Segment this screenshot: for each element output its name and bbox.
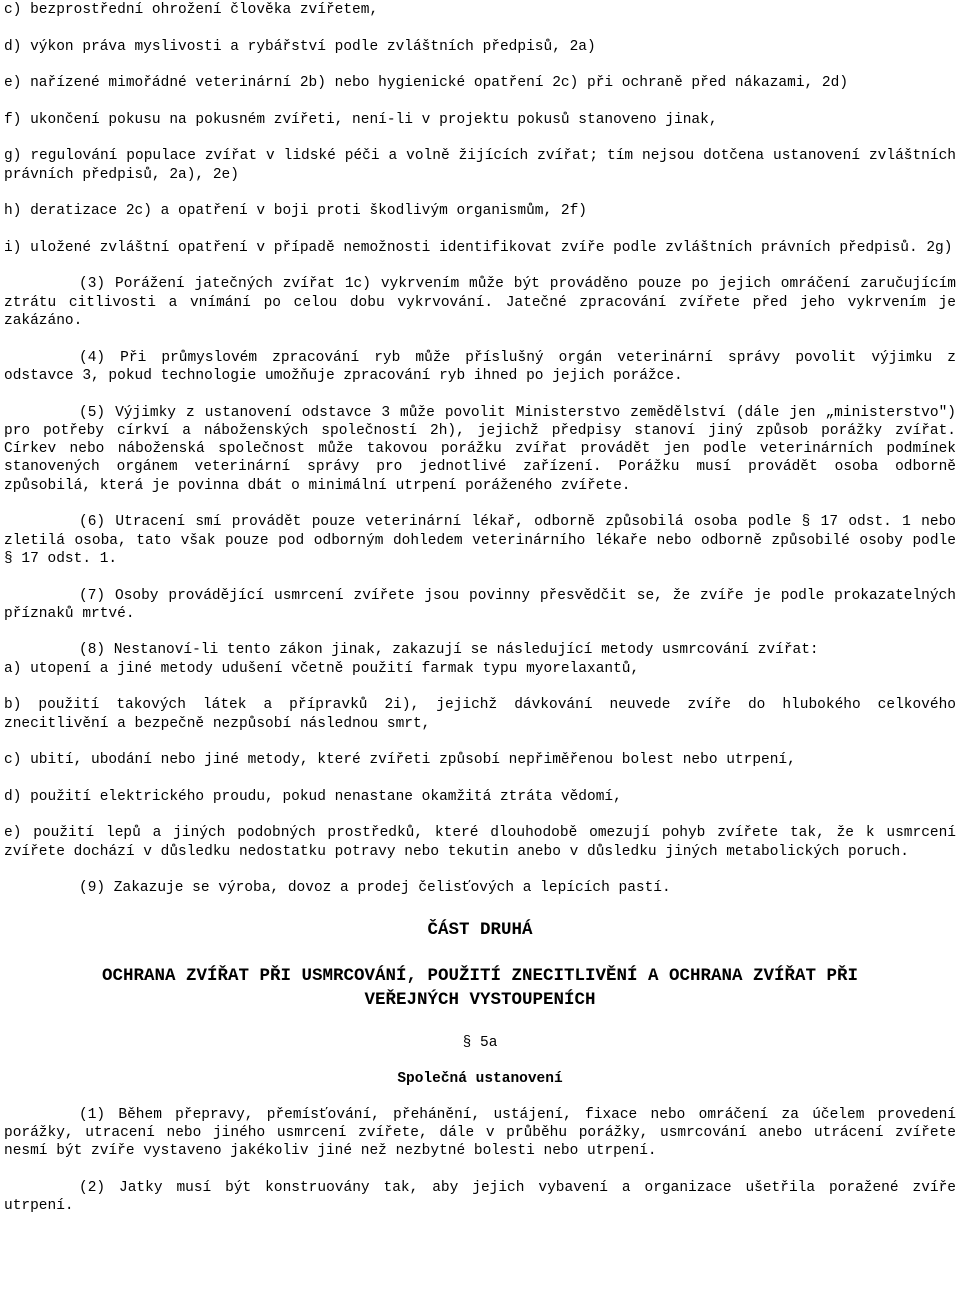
paragraph-7: (7) Osoby provádějící usmrcení zvířete jsou povinny přesvědčit se, že zvíře je podle prokazatelných příznaků mrtvé. (4, 587, 956, 622)
list-item-d2: d) použití elektrického proudu, pokud nenastane okamžitá ztráta vědomí, (4, 788, 622, 805)
paragraph-4: (4) Při průmyslovém zpracování ryb může příslušný orgán veterinární správy povolit výjimku z odstavce 3, pokud technologie umožňuje zpracování ryb ihned po jejich porážce. (4, 349, 956, 384)
list-item-e: e) nařízené mimořádné veterinární 2b) nebo hygienické opatření 2c) při ochraně před nákazami, 2d) (4, 75, 849, 92)
section-number: § 5a (462, 1034, 498, 1051)
list-item-c2: c) ubití, ubodání nebo jiné metody, které zvířeti způsobí nepřiměřenou bolest nebo utrpení, (4, 752, 796, 769)
list-item-i: i) uložené zvláštní opatření v případě nemožnosti identifikovat zvíře podle zvláštních právních předpisů. 2g) (4, 239, 953, 256)
list-item-d: d) výkon práva myslivosti a rybářství podle zvláštních předpisů, 2a) (4, 38, 596, 55)
paragraph-8: (8) Nestanoví-li tento zákon jinak, zakazují se následující metody usmrcování zvířat: (79, 642, 819, 659)
part-heading: ČÁST DRUHÁ (427, 919, 533, 940)
paragraph-9: (9) Zakazuje se výroba, dovoz a prodej čelisťových a lepících pastí. (79, 880, 671, 897)
paragraph-5: (5) Výjimky z ustanovení odstavce 3 může povolit Ministerstvo zemědělství (dále jen „ministerstvo") pro potřeby církví a náboženských společností 2h), jejichž předpisy stanoví jiný způsob porážky zvířat. Církev nebo náboženská společnost může takovou porážku zvířat provádět jen podle veterinárních podmínek stanovených orgánem veterinární správy pro jednotlivé zařízení. Porážku musí provádět osoba odborně způsobilá, která je povinna dbát o minimální utrpení poráženého zvířete. (4, 404, 956, 494)
section-title: Společná ustanovení (397, 1070, 563, 1087)
list-item-b: b) použití takových látek a přípravků 2i), jejichž dávkování neuvede zvíře do hlubokého celkového znecitlivění a bezpečně nezpůsobí následnou smrt, (4, 697, 956, 732)
chapter-heading-line2: VEŘEJNÝCH VYSTOUPENÍCH (364, 989, 596, 1010)
list-item-g: g) regulování populace zvířat v lidské péči a volně žijících zvířat; tím nejsou dotčena ustanovení zvláštních právních předpisů, 2a), 2e) (4, 148, 956, 183)
list-item-e2: e) použití lepů a jiných podobných prostředků, které dlouhodobě omezují pohyb zvířete tak, že k usmrcení zvířete dochází v důsledku nedostatku potravy nebo tekutin anebo v důsledku jiných metabolických poruch. (4, 825, 956, 860)
list-item-a: a) utopení a jiné metody udušení včetně použití farmak typu myorelaxantů, (4, 660, 640, 677)
section-paragraph-1: (1) Během přepravy, přemísťování, přehánění, ustájení, fixace nebo omráčení za účelem provedení porážky, utracení nebo jiného usmrcení zvířete, dále v průběhu porážky, usmrcování anebo utrácení zvířete nesmí být zvíře vystaveno jakékoliv jiné než nezbytné bolesti nebo utrpení. (4, 1106, 956, 1160)
document-page (4, 0, 956, 1234)
list-item-c: c) bezprostřední ohrožení člověka zvířetem, (4, 2, 379, 18)
list-item-f: f) ukončení pokusu na pokusném zvířeti, není-li v projektu pokusů stanoveno jinak, (4, 111, 718, 128)
section-paragraph-2: (2) Jatky musí být konstruovány tak, aby jejich vybavení a organizace ušetřila poražené zvíře utrpení. (4, 1179, 956, 1215)
paragraph-6: (6) Utracení smí provádět pouze veterinární lékař, odborně způsobilá osoba podle § 17 odst. 1 nebo zletilá osoba, tato však pouze pod odborným dohledem veterinárního lékaře nebo odborně způsobilé osoby podle § 17 odst. 1. (4, 514, 956, 567)
list-item-h: h) deratizace 2c) a opatření v boji proti škodlivým organismům, 2f) (4, 203, 587, 220)
paragraph-3: (3) Porážení jatečných zvířat 1c) vykrvením může být prováděno pouze po jejich omráčení zaručujícím ztrátu citlivosti a vnímání po celou dobu vykrvování. Jatečné zpracování zvířete před jeho vykrvením je zakázáno. (4, 276, 956, 330)
chapter-heading-line1: OCHRANA ZVÍŘAT PŘI USMRCOVÁNÍ, POUŽITÍ ZNECITLIVĚNÍ A OCHRANA ZVÍŘAT PŘI (101, 965, 859, 986)
